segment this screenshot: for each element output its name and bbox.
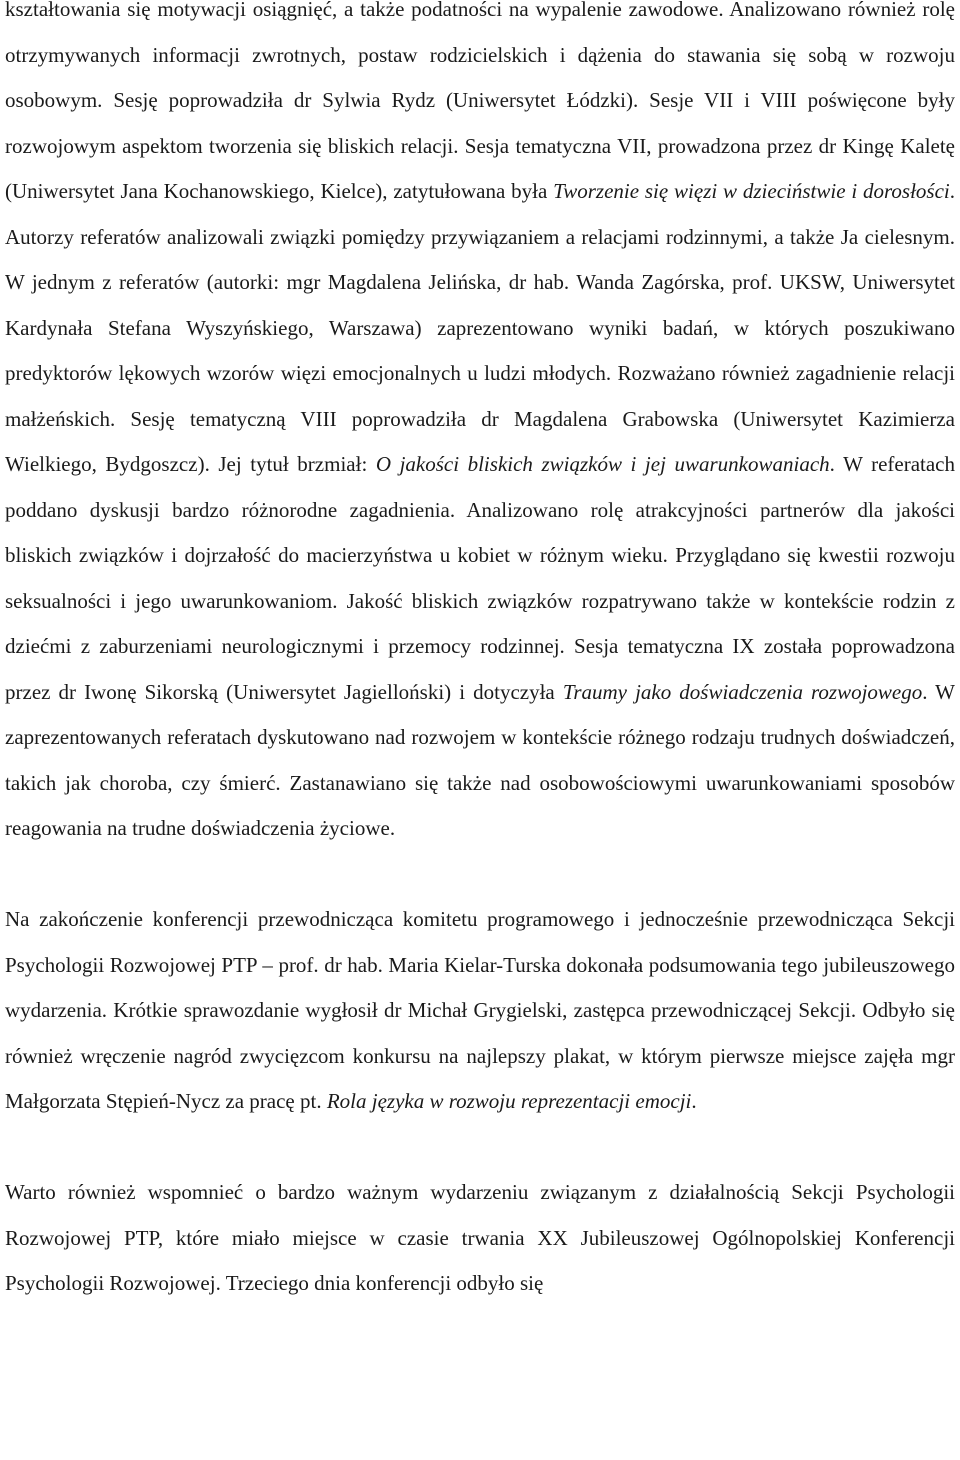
text-run: .: [691, 1089, 697, 1113]
paragraph-spacer: [5, 852, 955, 898]
document-page: [5, 0, 955, 1307]
text-run: Na zakończenie konferencji przewodnicząca komitetu programowego i jednocześnie przewodnicząca Sekcji Psychologii Rozwojowej PTP – prof. dr hab. Maria Kielar-Turska dokonała podsumowania tego jubileuszowego wydarzenia. Krótkie sprawozdanie wygłosił dr Michał Grygielski, zastępca przewodniczącej Sekcji. Odbyło się również wręczenie nagród zwycięzcom konkursu na najlepszy plakat, w którym pierwsze miejsce zajęła mgr Małgorzata Stępień-Nycz za pracę pt.: [5, 907, 955, 1113]
paragraph-sessions: [5, 0, 955, 852]
text-run: kształtowania się motywacji osiągnięć, a także podatności na wypalenie zawodowe. Analizowano również rolę otrzymywanych informacji zwrotnych, postaw rodzicielskich i dążenia do stawania się sobą w rozwoju osobowym. Sesję poprowadziła dr Sylwia Rydz (Uniwersytet Łódzki). Sesje VII i VIII poświęcone były rozwojowym aspektom tworzenia się bliskich relacji. Sesja tematyczna VII, prowadzona przez dr Kingę Kaletę (Uniwersytet Jana Kochanowskiego, Kielce), zatytułowana była: [5, 0, 955, 203]
session-title-italic: Tworzenie się więzi w dzieciństwie i dorosłości: [553, 179, 950, 203]
paragraph-event: [5, 1170, 955, 1307]
text-run: . W zaprezentowanych referatach dyskutowano nad rozwojem w kontekście różnego rodzaju trudnych doświadczeń, takich jak choroba, czy śmierć. Zastanawiano się także nad osobowościowymi uwarunkowaniami sposobów reagowania na trudne doświadczenia życiowe.: [5, 679, 955, 840]
paragraph-spacer: [5, 1125, 955, 1171]
text-run: Warto również wspomnieć o bardzo ważnym wydarzeniu związanym z działalnością Sekcji Psychologii Rozwojowej PTP, które miało miejsce w czasie trwania XX Jubileuszowej Ogólnopolskiej Konferencji Psychologii Rozwojowej. Trzeciego dnia konferencji odbyło się: [5, 1180, 955, 1295]
text-run: . W referatach poddano dyskusji bardzo różnorodne zagadnienia. Analizowano rolę atrakcyjności partnerów dla jakości bliskich związków i dojrzałość do macierzyństwa u kobiet w różnym wieku. Przyglądano się kwestii rozwoju seksualności i jego uwarunkowaniom. Jakość bliskich związków rozpatrywano także w kontekście rodzin z dziećmi z zaburzeniami neurologicznymi i przemocy rodzinnej. Sesja tematyczna IX została poprowadzona przez dr Iwonę Sikorską (Uniwersytet Jagielloński) i dotyczyła: [5, 452, 955, 704]
poster-title-italic: Rola języka w rozwoju reprezentacji emocji: [326, 1089, 692, 1113]
session-title-italic: O jakości bliskich związków i jej uwarunkowaniach: [375, 452, 830, 476]
session-title-italic: Traumy jako doświadczenia rozwojowego: [562, 679, 923, 704]
text-run: . Autorzy referatów analizowali związki pomiędzy przywiązaniem a relacjami rodzinnymi, a także Ja cielesnym. W jednym z referatów (autorki: mgr Magdalena Jelińska, dr hab. Wanda Zagórska, prof. UKSW, Uniwersytet Kardynała Stefana Wyszyńskiego, Warszawa) zaprezentowano wyniki badań, w których poszukiwano predyktorów lękowych wzorów więzi emocjonalnych u ludzi młodych. Rozważano również zagadnienie relacji małżeńskich. Sesję tematyczną VIII poprowadziła dr Magdalena Grabowska (Uniwersytet Kazimierza Wielkiego, Bydgoszcz). Jej tytuł brzmiał:: [5, 179, 955, 476]
paragraph-closing: [5, 897, 955, 1125]
